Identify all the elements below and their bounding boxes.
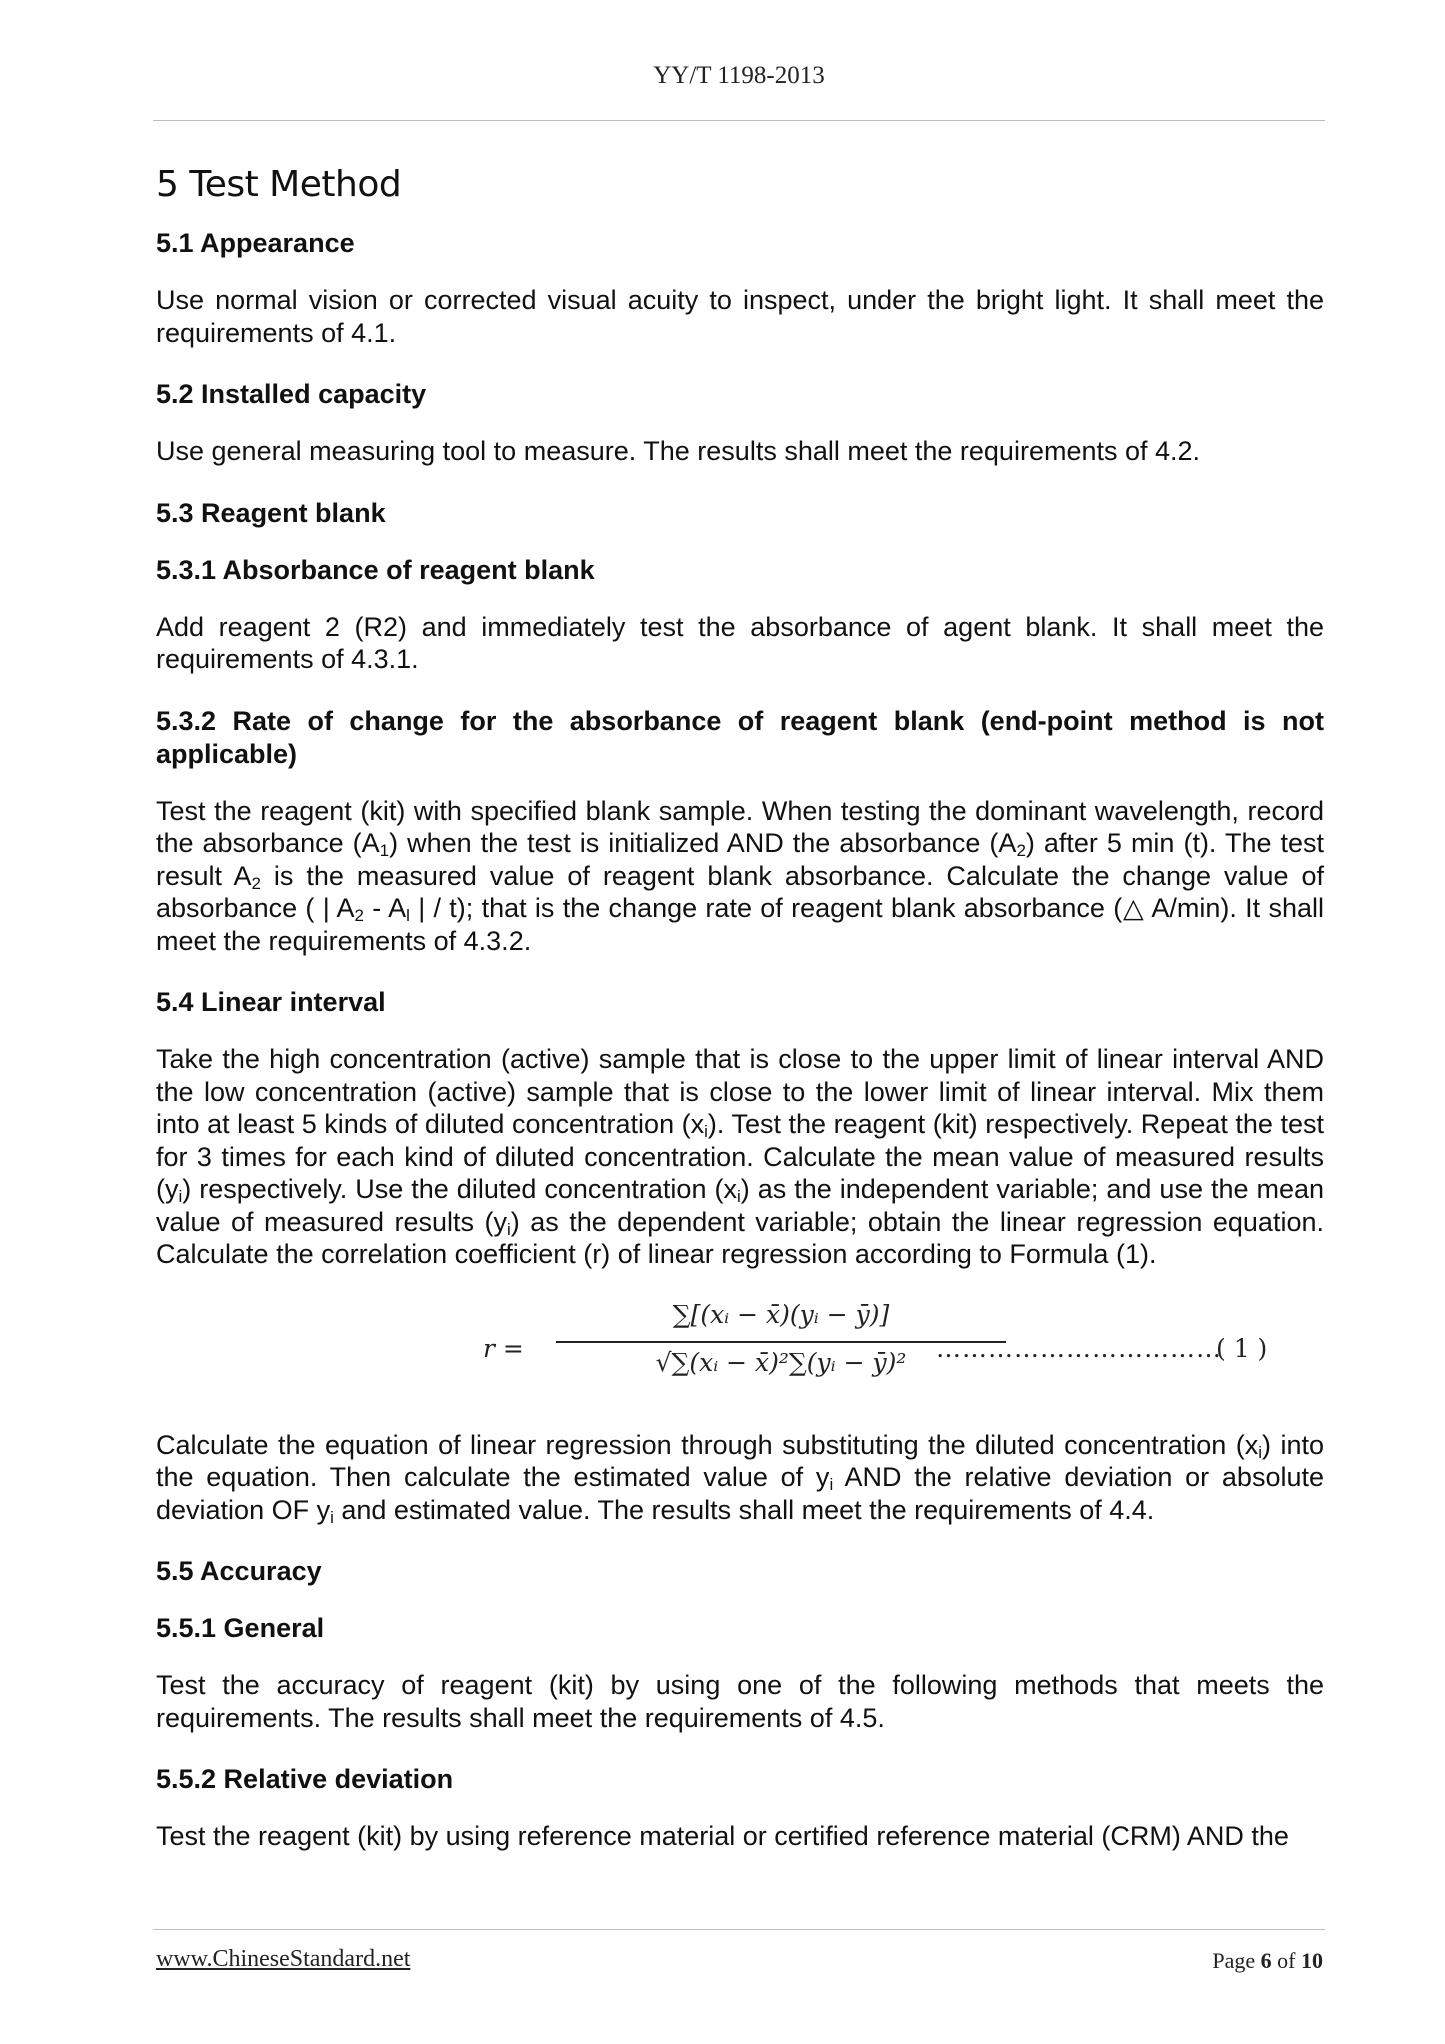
- subscript: i: [330, 1507, 334, 1527]
- formula-number: ( 1 ): [1216, 1333, 1268, 1363]
- heading-5-5: 5.5 Accuracy: [156, 1556, 322, 1586]
- heading-5-5-1: 5.5.1 General: [156, 1613, 325, 1643]
- heading-5-5-2: 5.5.2 Relative deviation: [156, 1764, 454, 1794]
- paragraph-5-3-1: Add reagent 2 (R2) and immediately test the absorbance of agent blank. It shall meet the requirements of 4.3.1.: [156, 611, 1324, 674]
- text-run: | / t); that is the change rate of reagent blank absorbance (△ A/min). It shall meet the requirements of 4.3.2.: [156, 893, 1324, 956]
- text-run: Take the high concentration (active) sample that is close to the upper limit of linear interval AND the low concentration (active) sample that is close to the lower limit of linear interval. Mix them into at least 5 kinds of diluted concentration (x: [156, 1044, 1324, 1139]
- formula-leader-dots: ……………………………: [936, 1333, 1222, 1363]
- formula-numerator: ∑[(xᵢ − x̄)(yᵢ − ȳ)]: [672, 1299, 890, 1329]
- text-run: ) after 5 min (t). The test result A: [156, 828, 1324, 891]
- text-run: ) as the independent variable; and use the mean value of measured results (y: [156, 1174, 1325, 1237]
- subscript: 2: [251, 873, 261, 893]
- page-of: of: [1271, 1948, 1301, 1973]
- paragraph-5-5-1: Test the accuracy of reagent (kit) by using one of the following methods that meets the requirements. The results shall meet the requirements of 4.5.: [156, 1670, 1324, 1733]
- text-run: ) as the dependent variable; obtain the linear regression equation. Calculate the correlation coefficient (r) of linear regression according to Formula (1).: [156, 1206, 1324, 1269]
- heading-5-2: 5.2 Installed capacity: [156, 379, 427, 409]
- text-run: Calculate the equation of linear regression through substituting the diluted concentration (x: [156, 1429, 1259, 1460]
- text-run: ). Test the reagent (kit) respectively. Repeat the test for 3 times for each kind of diluted concentration. Calculate the mean value of measured results (y: [156, 1109, 1324, 1204]
- heading-5-4: 5.4 Linear interval: [156, 987, 386, 1017]
- header-divider: [153, 120, 1325, 121]
- paragraph-5-4: [156, 1043, 1324, 1271]
- text-run: AND the relative deviation or absolute deviation OF y: [156, 1462, 1324, 1525]
- paragraph-5-4-regression: [156, 1429, 1324, 1527]
- document-code-header: YY/T 1198-2013: [653, 62, 825, 89]
- subscript: 2: [354, 906, 364, 925]
- subscript: i: [178, 1187, 183, 1206]
- subscript: 2: [1016, 841, 1026, 860]
- website-link[interactable]: www.ChineseStandard.net: [156, 1946, 411, 1972]
- heading-5-1: 5.1 Appearance: [156, 228, 355, 258]
- text-run: Test the reagent (kit) with specified blank sample. When testing the dominant wavelength, record the absorbance (A: [156, 795, 1324, 858]
- text-run: - A: [364, 893, 407, 923]
- formula-lhs: r =: [483, 1333, 524, 1363]
- text-run: ) when the test is initialized AND the absorbance (A: [389, 828, 1017, 858]
- section-title: 5 Test Method: [156, 164, 402, 205]
- formula-denominator: √∑(xᵢ − x̄)²∑(yᵢ − ȳ)²: [655, 1347, 907, 1377]
- page-current: 6: [1260, 1948, 1272, 1973]
- page-prefix: Page: [1212, 1948, 1261, 1973]
- paragraph-5-2: Use general measuring tool to measure. The results shall meet the requirements of 4.2.: [156, 436, 1201, 466]
- text-run: is the measured value of reagent blank absorbance. Calculate the change value of absorbance ( | A: [156, 860, 1324, 923]
- text-run: ) respectively. Use the diluted concentration (x: [182, 1174, 737, 1204]
- subscript: i: [829, 1475, 834, 1494]
- subscript: i: [736, 1187, 741, 1206]
- footer-divider: [153, 1929, 1325, 1930]
- paragraph-5-3-2: [156, 795, 1324, 958]
- text-run: ) into the equation. Then calculate the estimated value of y: [156, 1429, 1324, 1492]
- page-content: [156, 164, 1324, 1882]
- page-number: [1212, 1948, 1323, 1974]
- text-run: and estimated value. The results shall meet the requirements of 4.4.: [333, 1494, 1155, 1525]
- heading-5-3-1: 5.3.1 Absorbance of reagent blank: [156, 554, 595, 585]
- heading-5-3-2: 5.3.2 Rate of change for the absorbance of reagent blank (end-point method is not applicable): [156, 705, 1324, 769]
- subscript: l: [406, 906, 410, 925]
- correlation-formula: [156, 1300, 1324, 1410]
- subscript: i: [507, 1219, 511, 1239]
- heading-5-3: 5.3 Reagent blank: [156, 497, 386, 528]
- subscript: 1: [379, 841, 390, 860]
- page-total: 10: [1301, 1948, 1323, 1973]
- subscript: i: [1258, 1442, 1262, 1462]
- paragraph-5-1: Use normal vision or corrected visual acuity to inspect, under the bright light. It shall meet the requirements of 4.1.: [156, 285, 1324, 348]
- subscript: i: [704, 1122, 708, 1141]
- paragraph-5-5-2: Test the reagent (kit) by using reference material or certified reference material (CRM) AND the: [156, 1821, 1289, 1851]
